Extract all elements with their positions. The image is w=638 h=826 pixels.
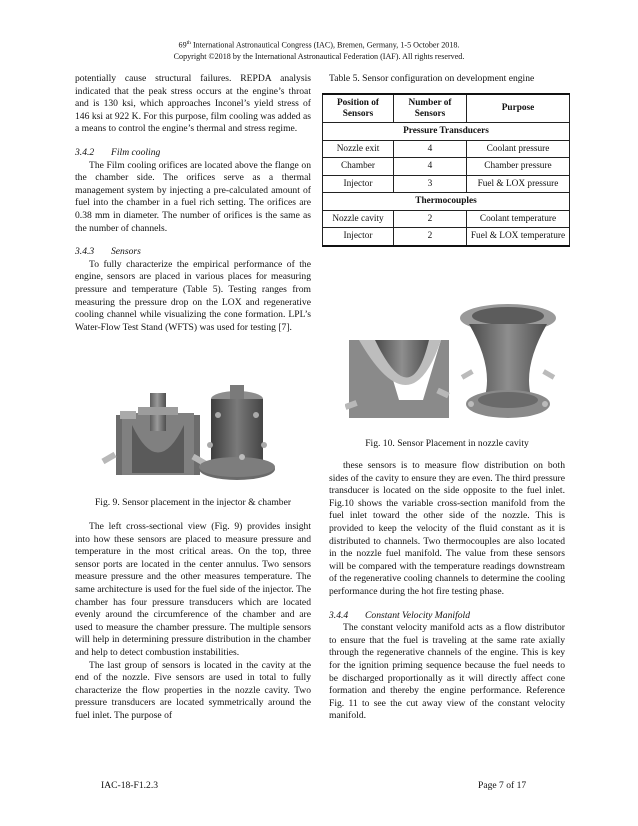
table-cell: Coolant pressure bbox=[467, 140, 570, 158]
injector-cross-section bbox=[101, 393, 206, 475]
chamber-exterior bbox=[199, 385, 275, 480]
nozzle-exterior bbox=[460, 304, 556, 418]
table-5-caption: Table 5. Sensor configuration on development engine bbox=[329, 73, 535, 84]
table-cell: 2 bbox=[394, 228, 467, 246]
left-column bbox=[75, 73, 311, 334]
nozzle-cross-section bbox=[345, 340, 450, 418]
left-column-lower bbox=[75, 521, 311, 723]
header-line-1: 69th International Astronautical Congress (IAC), Bremen, Germany, 1-5 October 2018. bbox=[178, 40, 460, 50]
paragraph-nozzle-cavity: The last group of sensors is located in the cavity at the end of the nozzle. Five sensors are used in total to fully characterize the flow properties in the nozzle cavity. Two pressure transducers are located symmetrically around the fuel inlet. The purpose of bbox=[75, 659, 311, 721]
table-cell: 4 bbox=[394, 140, 467, 158]
paragraph-constant-velocity-manifold: The constant velocity manifold acts as a flow distributor to ensure that the fuel is traveling at the same rate axially through the regenerative channels of the engine. This is key for the ignition priming sequence because the fuel needs to be discharged proportionally as it will directly affect cone formation and thereby the engine performance. Reference Fig. 11 to see the cut away view of the constant velocity manifold. bbox=[329, 622, 565, 722]
table-header-cell: Position of Sensors bbox=[323, 94, 394, 123]
figure-10-caption: Fig. 10. Sensor Placement in nozzle cavity bbox=[365, 438, 529, 449]
figure-9-caption: Fig. 9. Sensor placement in the injector & chamber bbox=[94, 497, 292, 508]
table-group-row bbox=[323, 193, 570, 211]
paragraph-stress: potentially cause structural failures. REPDA analysis indicated that the peak stress occurs at the engine’s throat and is 130 ksi, which approaches Inconel’s yield stress of 146 ksi at 922 K. For this purpose, film cooling was added as a means to control the engine’s thermal and stress regime. bbox=[75, 73, 311, 135]
table-cell: 2 bbox=[394, 210, 467, 228]
table-header-cell: Number of Sensors bbox=[394, 94, 467, 123]
table-row bbox=[323, 175, 570, 193]
section-heading-film-cooling: 3.4.2 Film cooling bbox=[75, 146, 161, 158]
table-row bbox=[323, 210, 570, 228]
table-group-label: Thermocouples bbox=[323, 193, 570, 211]
section-heading-constant-velocity-manifold: 3.4.4 Constant Velocity Manifold bbox=[329, 609, 470, 621]
table-cell: 4 bbox=[394, 158, 467, 176]
table-row bbox=[323, 228, 570, 246]
table-cell: Fuel & LOX temperature bbox=[467, 228, 570, 246]
figure-9-injector-chamber bbox=[92, 385, 288, 485]
paragraph-flow-distribution: these sensors is to measure flow distribution on both sides of the cavity to ensure they are even. The third pressure transducer is located on the side opposite to the fuel inlet. Fig.10 shows the variable cross-section manifold from the fuel inlet toward the other side of the nozzle. This is provided to keep the velocity of the fluid constant as it is distributed to channels. Two thermocouples are also located in the nozzle fuel manifold. The value from these sensors will be compared with the temperature readings downstream of the regenerative cooling channels to determine the cooling performance during the hot fire testing phase. bbox=[329, 460, 565, 597]
table-header-row bbox=[323, 94, 570, 123]
figure-10-nozzle-cavity bbox=[345, 300, 557, 430]
table-cell: Nozzle exit bbox=[323, 140, 394, 158]
footer-page-number: Page 7 of 17 bbox=[478, 780, 527, 791]
footer-paper-id: IAC-18-F1.2.3 bbox=[101, 780, 159, 791]
table-group-row bbox=[323, 123, 570, 141]
table-header-cell: Purpose bbox=[467, 94, 570, 123]
table-cell: Chamber bbox=[323, 158, 394, 176]
table-cell: Fuel & LOX pressure bbox=[467, 175, 570, 193]
table-row bbox=[323, 158, 570, 176]
table-cell: Chamber pressure bbox=[467, 158, 570, 176]
right-column bbox=[329, 460, 565, 723]
page-header bbox=[0, 38, 638, 62]
table-cell: Injector bbox=[323, 175, 394, 193]
table-cell: Nozzle cavity bbox=[323, 210, 394, 228]
sensor-configuration-table bbox=[322, 93, 570, 247]
paragraph-cross-section: The left cross-sectional view (Fig. 9) provides insight into how these sensors are placed to measure pressure and temperature in the most critical areas. On the top, three sensor ports are located in the center annulus. Two sensors measure pressure and the other measures temperature. The same architecture is used for the fuel side of the injector. The chamber has four pressure transducers which are located evenly around the circumference of the chamber and are used to measure the chamber pressure. The multiple sensors will help in determining pressure distribution in the chamber and help to detect combustion instabilities. bbox=[75, 521, 311, 658]
header-line-2: Copyright ©2018 by the International Astronautical Federation (IAF). All rights reserved. bbox=[173, 51, 465, 61]
table-cell: 3 bbox=[394, 175, 467, 193]
table-row bbox=[323, 140, 570, 158]
table-group-label: Pressure Transducers bbox=[323, 123, 570, 141]
paragraph-film-cooling: The Film cooling orifices are located above the flange on the chamber side. The orifices serve as a thermal management system by injecting a pre-calculated amount of fuel into the chamber in a fuel rich setting. The orifices are 0.38 mm in diameter. The number of orifices is the same as the number of channels. bbox=[75, 159, 311, 234]
paragraph-sensors: To fully characterize the empirical performance of the engine, sensors are placed in various places for measuring pressure and temperature (Table 5). Testing ranges from measuring the pressure drop on the LOX and regenerative cooling channel while visualizing the cone formation. LPL’s Water-Flow Test Stand (WFTS) was used for testing [7]. bbox=[75, 258, 311, 333]
table-cell: Injector bbox=[323, 228, 394, 246]
table-cell: Coolant temperature bbox=[467, 210, 570, 228]
section-heading-sensors: 3.4.3 Sensors bbox=[75, 246, 141, 258]
